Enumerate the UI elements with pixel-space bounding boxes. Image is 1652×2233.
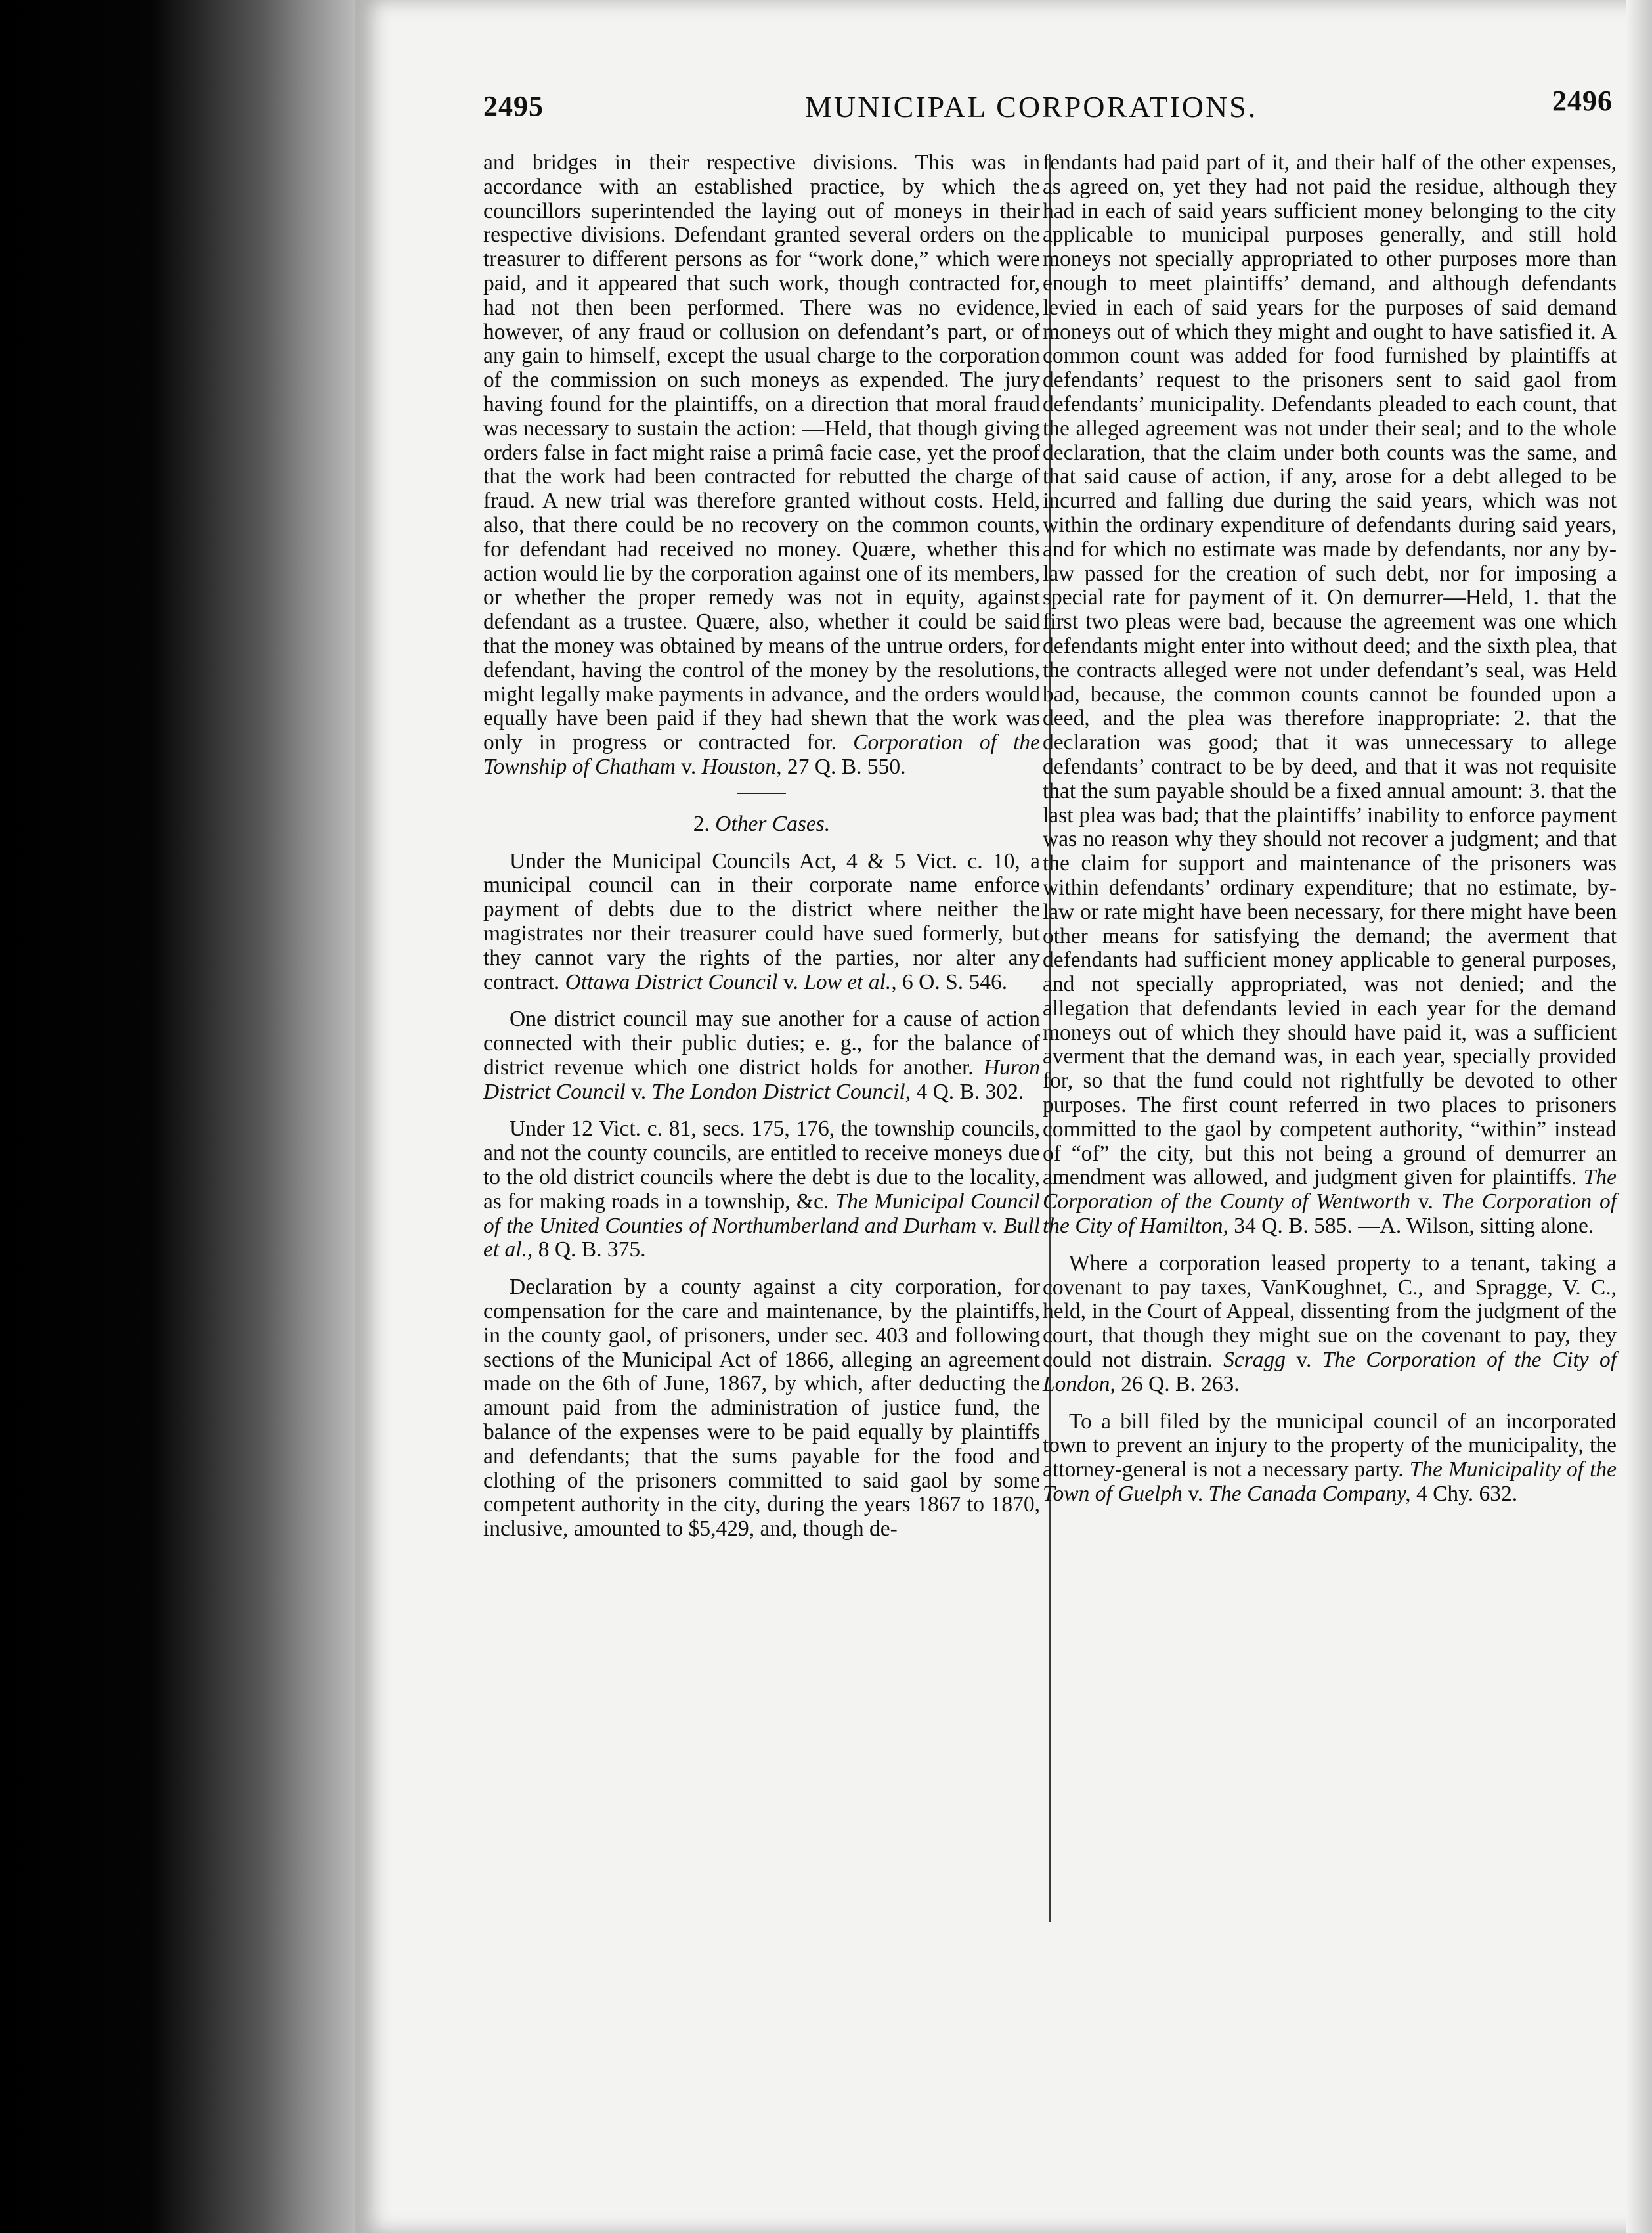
case-name: The Municipality of the Town of Guelph [1043, 1457, 1617, 1507]
case-name-respondent: The London District Council, [651, 1079, 911, 1104]
case-name: Scragg [1223, 1348, 1286, 1373]
case-paragraph [483, 850, 1040, 995]
case-reference: 4 Q. B. 302. [911, 1079, 1024, 1104]
case-paragraph [1043, 1410, 1617, 1507]
case-paragraph [483, 1275, 1040, 1541]
case-name-respondent: The Corporation of the City of London, [1043, 1348, 1617, 1396]
case-reference: 4 Chy. 632. [1410, 1482, 1518, 1507]
case-paragraph [1043, 151, 1617, 1239]
page-right-edge [1626, 0, 1652, 2233]
case-reference: 8 Q. B. 375. [533, 1237, 646, 1262]
case-name: The Municipal Council of the United Counties of Northumberland and Durham [483, 1189, 1040, 1238]
section-number: 2. [693, 811, 716, 836]
case-paragraph [483, 151, 1040, 780]
running-head [483, 84, 1613, 137]
case-reference: 26 Q. B. 263. [1115, 1371, 1240, 1396]
paragraph-text: Where a corporation leased property to a tenant, taking a covenant to pay taxes, VanKoughnet, C., and Spragge, V. C., held, in the Court of Appeal, dissenting from the judgment of the court, that though they might sue on the covenant to pay, they could not distrain. [1043, 1250, 1617, 1373]
case-name-respondent: Low et al., [804, 969, 897, 994]
paragraph-text: and bridges in their respective divisions. This was in accordance with an established practice, by which the councillors superintended the laying out of moneys in their respective divisions. Defendant granted several orders on the treasurer to different persons as for “work done,” which were paid, and it appeared that such work, though contracted for, had not then been performed. There was no evidence, however, of any fraud or collusion on defendant’s part, or of any gain to himself, except the usual charge to the corporation of the commission on such moneys as expended. The jury having found for the plaintiffs, on a direction that moral fraud was necessary to sustain the action: —Held, that though giving orders false in fact might raise a primâ facie case, yet the proof that the work had been contracted for rebutted the charge of fraud. A new trial was therefore granted without costs. Held, also, that there could be no recovery on the common counts, for defendant had received no money. Quære, whether this action would lie by the corporation against one of its members, or whether the proper remedy was not in equity, against defendant as a trustee. Quære, also, whether it could be said that the money was obtained by means of the untrue orders, for defendant, having the control of the money by the resolutions, might legally make payments in advance, and the orders would equally have been paid if they had shewn that the work was only in progress or contracted for. [483, 150, 1040, 755]
case-name-respondent: The Corporation of the City of Hamilton, [1043, 1189, 1617, 1239]
paragraph-text: To a bill filed by the municipal council of an incorporated town to prevent an injury to the property of the municipality, the attorney-general is not a necessary party. [1043, 1409, 1617, 1482]
paragraph-text: Declaration by a county against a city corporation, for compensation for the care and maintenance, by the plaintiffs, in the county gaol, of prisoners, under sec. 403 and following sections of the Municipal Act of 1866, alleging an agreement made on the 6th of June, 1867, by which, after deducting the amount paid from the administration of justice fund, the balance of the expenses were to be paid equally by plaintiffs and defendants; that the sums payable for the food and clothing of the prisoners committed to said gaol by some competent authority in the city, during the years 1867 to 1870, inclusive, amounted to $5,429, and, though de- [483, 1275, 1040, 1541]
paragraph-text: fendants had paid part of it, and their half of the other expenses, as agreed on, yet they had not paid the residue, although they had in each of said years sufficient money belonging to the city applicable to municipal purposes generally, and still hold moneys not specially appropriated to other purposes more than enough to meet plaintiffs’ demand, and although defendants levied in each of said years for the purposes of said demand moneys out of which they might and ought to have satisfied it. A common count was added for food furnished by plaintiffs at defendants’ request to the prisoners sent to said gaol from defendants’ municipality. Defendants pleaded to each count, that the alleged agreement was not under their seal; and to the whole declaration, that the claim under both counts was the same, and that said cause of action, if any, arose for a debt alleged to be incurred and falling due during the said years, which was not within the ordinary expenditure of defendants during said years, and for which no estimate was made by defendants, nor any by-law passed for the creation of such debt, nor for imposing a special rate for payment of it. On demurrer—Held, 1. that the first two pleas were bad, because the agreement was one which defendants might enter into without deed; and the sixth plea, that the contracts alleged were not under defendant’s seal, was Held bad, because, the common counts cannot be founded upon a deed, and the plea was therefore inappropriate: 2. that the declaration was good; that it was unnecessary to allege defendants’ contract to be by deed, and that it was not requisite that the sum payable should be a fixed annual amount: 3. that the last plea was bad; that the plaintiffs’ inability to enforce payment was no reason why they should not recover a judgment; and that the claim for support and maintenance of the prisoners was within defendants’ ordinary expenditure; that no estimate, by-law or rate might have been necessary, for there might have been other means for satisfying the demand; the averment that defendants had sufficient money applicable to general purposes, and not specially appropriated, was not denied; and the allegation that defendants levied in each year for the demand moneys out of which they should have paid it, was a sufficient averment that the demand was, in each year, specially provided for, so that the fund could not rightfully be devoted to other purposes. The first count referred in two places to prisoners committed to the gaol by competent authority, “within” instead of “of” the city, but this not being a ground of demurrer an amendment was allowed, and judgment given for plaintiffs. [1043, 150, 1617, 1190]
case-reference: 27 Q. B. 550. [781, 754, 906, 779]
paragraph-text: Under the Municipal Councils Act, 4 & 5 Vict. c. 10, a municipal council can in their corporate name enforce payment of debts due to the district where neither the magistrates nor their treasurer could have sued formerly, but they cannot vary the rights of the parties, nor alter any contract. [483, 849, 1040, 994]
paragraph-text: Under 12 Vict. c. 81, secs. 175, 176, the township councils, and not the county councils, are entitled to receive moneys due to the old district councils where the debt is due to the locality, as for making roads in a township, &c. [483, 1116, 1040, 1214]
left-column [483, 151, 1040, 1555]
paragraph-text: One district council may sue another for a cause of action connected with their public duties; e. g., for the balance of district revenue which one district holds for another. [483, 1007, 1040, 1080]
versus: v. [1410, 1189, 1441, 1214]
page-number-left: 2495 [483, 90, 544, 122]
versus: v. [976, 1213, 1004, 1238]
case-name: Corporation of the Township of Chatham [483, 730, 1040, 779]
case-reference: 6 O. S. 546. [896, 969, 1008, 994]
running-title: MUNICIPAL CORPORATIONS. [805, 90, 1258, 123]
versus: v. [1182, 1482, 1209, 1507]
book-page-edges [0, 0, 368, 2233]
case-reference: 34 Q. B. 585. —A. Wilson, sitting alone. [1228, 1214, 1594, 1239]
case-name: Huron District Council [483, 1055, 1041, 1104]
case-paragraph [1043, 1252, 1617, 1397]
versus: v. [625, 1079, 652, 1104]
case-name: The Corporation of the County of Wentworth [1043, 1165, 1617, 1214]
versus: v. [777, 969, 804, 994]
versus: v. [1286, 1348, 1322, 1373]
section-title: Other Cases. [715, 811, 831, 836]
versus: v. [675, 754, 702, 779]
case-paragraph [483, 1117, 1040, 1262]
case-paragraph [483, 1007, 1040, 1104]
case-name-respondent: Bull et al., [483, 1213, 1040, 1262]
right-column [1043, 151, 1617, 1520]
section-divider [737, 793, 786, 794]
section-heading [483, 812, 1040, 837]
case-name-respondent: The Canada Company, [1208, 1482, 1411, 1507]
case-name-respondent: Houston, [701, 754, 782, 779]
case-name: Ottawa District Council [565, 969, 778, 994]
page-number-right: 2496 [1552, 85, 1613, 117]
